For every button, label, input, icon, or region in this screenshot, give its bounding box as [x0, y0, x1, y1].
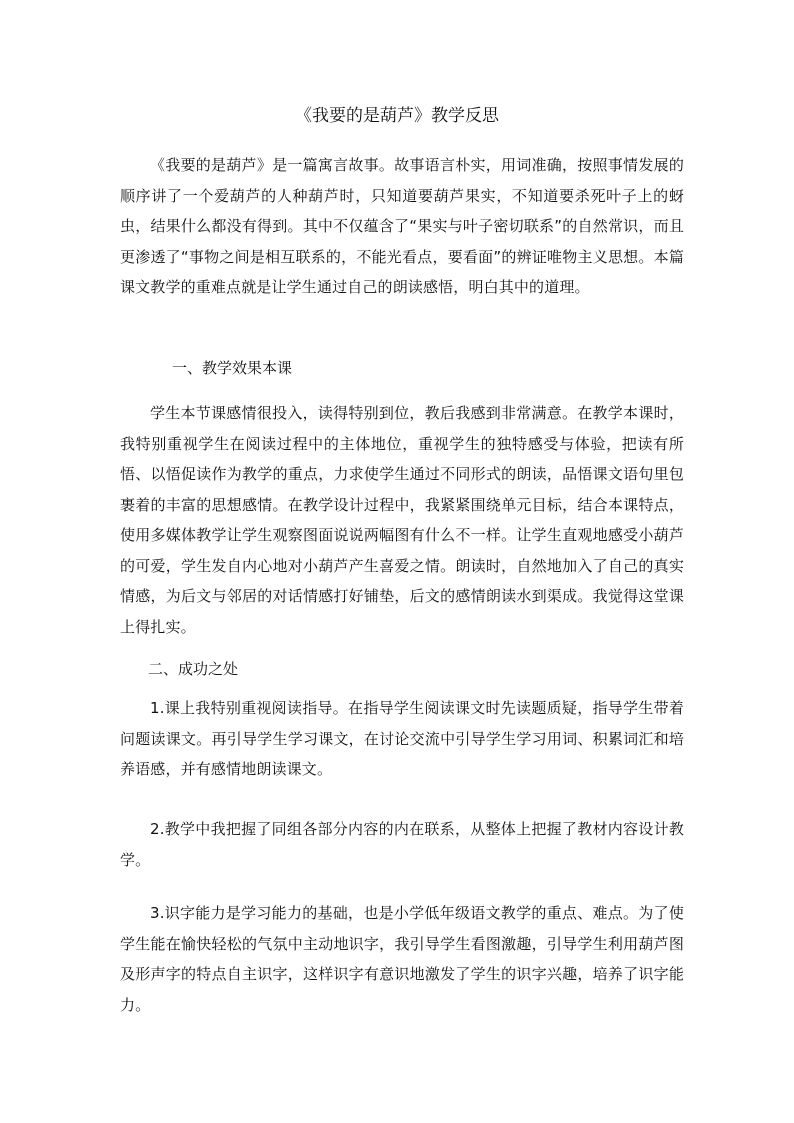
teaching-effect-paragraph: 学生本节课感情很投入，读得特别到位，教后我感到非常满意。在教学本课时，我特别重视学生在阅读过程中的主体地位，重视学生的独特感受与体验，把读有所悟、以悟促读作为教学的重点，力求使学生通过不同形式的朗读，品悟课文语句里包裹着的丰富的思想感情。在教学设计过程中，我紧紧围绕单元目标，结合本课特点，使用多媒体教学让学生观察图面说说两幅图有什么不一样。让学生直观地感受小葫芦的可爱，学生发自内心地对小葫芦产生喜爱之情。朗读时，自然地加入了自己的真实情感，为后文与邻居的对话情感打好铺垫，后文的感情朗读水到渠成。我觉得这堂课上得扎实。: [120, 404, 684, 636]
success-item-3: 3.识字能力是学习能力的基础，也是小学低年级语文教学的重点、难点。为了使学生能在愉快轻松的气氛中主动地识字，我引导学生看图激趣，引导学生利用葫芦图及形声字的特点自主识字，这样识字有意识地激发了学生的识字兴趣，培养了识字能力。: [120, 904, 684, 1014]
success-item-1: 1.课上我特别重视阅读指导。在指导学生阅读课文时先读题质疑，指导学生带着问题读课文。再引导学生学习课文，在讨论交流中引导学生学习用词、积累词汇和培养语感，并有感情地朗读课文。: [120, 699, 684, 778]
section-heading-teaching-effect: 一、教学效果本课: [172, 359, 293, 377]
success-item-2: 2.教学中我把握了同组各部分内容的内在联系，从整体上把握了教材内容设计教学。: [120, 820, 684, 869]
section-heading-success: 二、成功之处: [148, 660, 239, 678]
intro-paragraph: 《我要的是葫芦》是一篇寓言故事。故事语言朴实，用词准确，按照事情发展的顺序讲了一个爱葫芦的人种葫芦时，只知道要葫芦果实，不知道要杀死叶子上的蚜虫，结果什么都没有得到。其中不仅蕴含了“果实与叶子密切联系”的自然常识，而且更渗透了“事物之间是相互联系的，不能光看点，要看面”的辨证唯物主义思想。本篇课文教学的重难点就是让学生通过自己的朗读感悟，明白其中的道理。: [120, 156, 684, 296]
document-title: 《我要的是葫芦》教学反思: [295, 106, 499, 126]
